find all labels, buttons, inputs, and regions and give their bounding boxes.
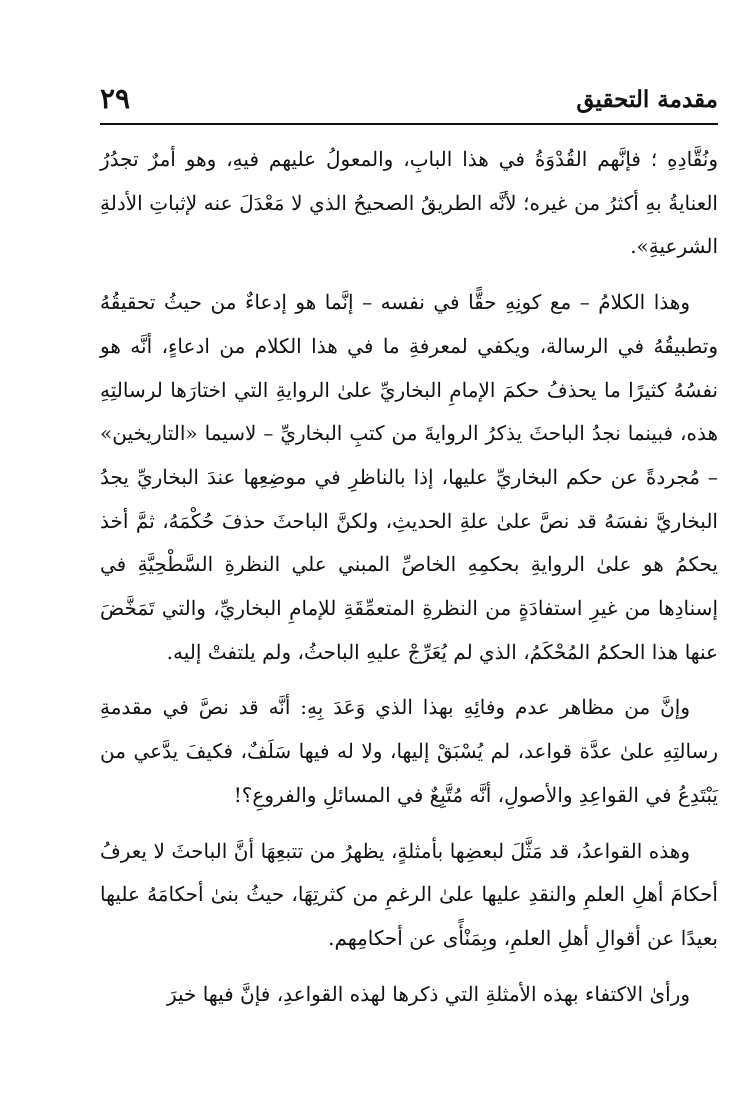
body-text [100,138,718,1028]
paragraph: وهذا الكلامُ – مع كونِهِ حقًّا في نفسه – إنَّما هو إدعاءٌ من حيثُ تحقيقُهُ وتطبيقُهُ في الرسالة، ويكفي لمعرفةِ ما في هذا الكلام من ادعاءٍ، أنَّه هو نفسُهُ كثيرًا ما يحذفُ حكمَ الإمامِ البخاريِّ علىٰ الروايةِ التي اختارَها لرسالتِهِ هذه، فبينما نجدُ الباحثَ يذكرُ الروايةَ من كتبِ البخاريِّ – لاسيما «التاريخين» – مُجردةً عن حكم البخاريِّ عليها، إذا بالناظرِ في موضِعِها عندَ البخاريِّ يجدُ البخاريَّ نفسَهُ قد نصَّ علىٰ علةِ الحديثِ، ولكنَّ الباحثَ حذفَ حُكْمَهُ، ثمَّ أخذ يحكمُ هو علىٰ الروايةِ بحكمِهِ الخاصِّ المبني علي النظرةِ السَّطْحِيَّةِ في إسنادِها من غيرِ استفادَةٍ من النظرةِ المتعمِّقَةِ للإمامِ البخاريِّ، والتي تَمَخَّضَ عنها هذا الحكمُ المُحْكَمُ، الذي لم يُعَرِّجْ عليهِ الباحثُ، ولم يلتفتْ إليه. [100,290,718,664]
paragraph: ورأىٰ الاكتفاء بهذه الأمثلةِ التي ذكرها لهذه القواعدِ، فإنَّ فيها خيرَ [166,981,690,1006]
running-head [100,82,718,122]
paragraph: وإنَّ من مظاهر عدم وفائِهِ بهذا الذي وَعَدَ بِهِ: أنَّه قد نصَّ في مقدمةِ رسالتِهِ علىٰ عدَّة قواعد، لم يُسْبَقْ إليها، ولا له فيها سَلَفٌ، فكيفَ يدَّعي من يَبْتَدِعُ في القواعِدِ والأصولِ، أنَّه مُتَّبِعٌ في المسائلِ والفروعِ؟! [100,695,718,807]
paragraph: ونُقَّادِهِ ؛ فإنَّهم القُدْوَةُ في هذا البابِ، والمعولُ عليهم فيهِ، وهو أمرٌ تجدُرُ العنايةُ بهِ أكثرُ من غيره؛ لأنَّه الطريقُ الصحيحُ الذي لا مَعْدَلَ عنه لإثباتِ الأدلةِ الشرعيةِ». [100,147,718,259]
running-title: مقدمة التحقيق [576,86,718,113]
header-rule [100,123,718,125]
page-number: ٢٩ [100,82,131,115]
paragraph: وهذه القواعدُ، قد مَثَّلَ لبعضِها بأمثلةٍ، يظهرُ من تتبعِهَا أنَّ الباحثَ لا يعرفُ أحكامَ أهلِ العلمِ والنقدِ عليها علىٰ الرغمِ من كثرتِهَا، حيثُ بنىٰ أحكامَهُ عليها بعيدًا عن أقوالِ أهلِ العلمِ، وبِمَنْأًى عن أحكامِهم. [100,838,718,950]
